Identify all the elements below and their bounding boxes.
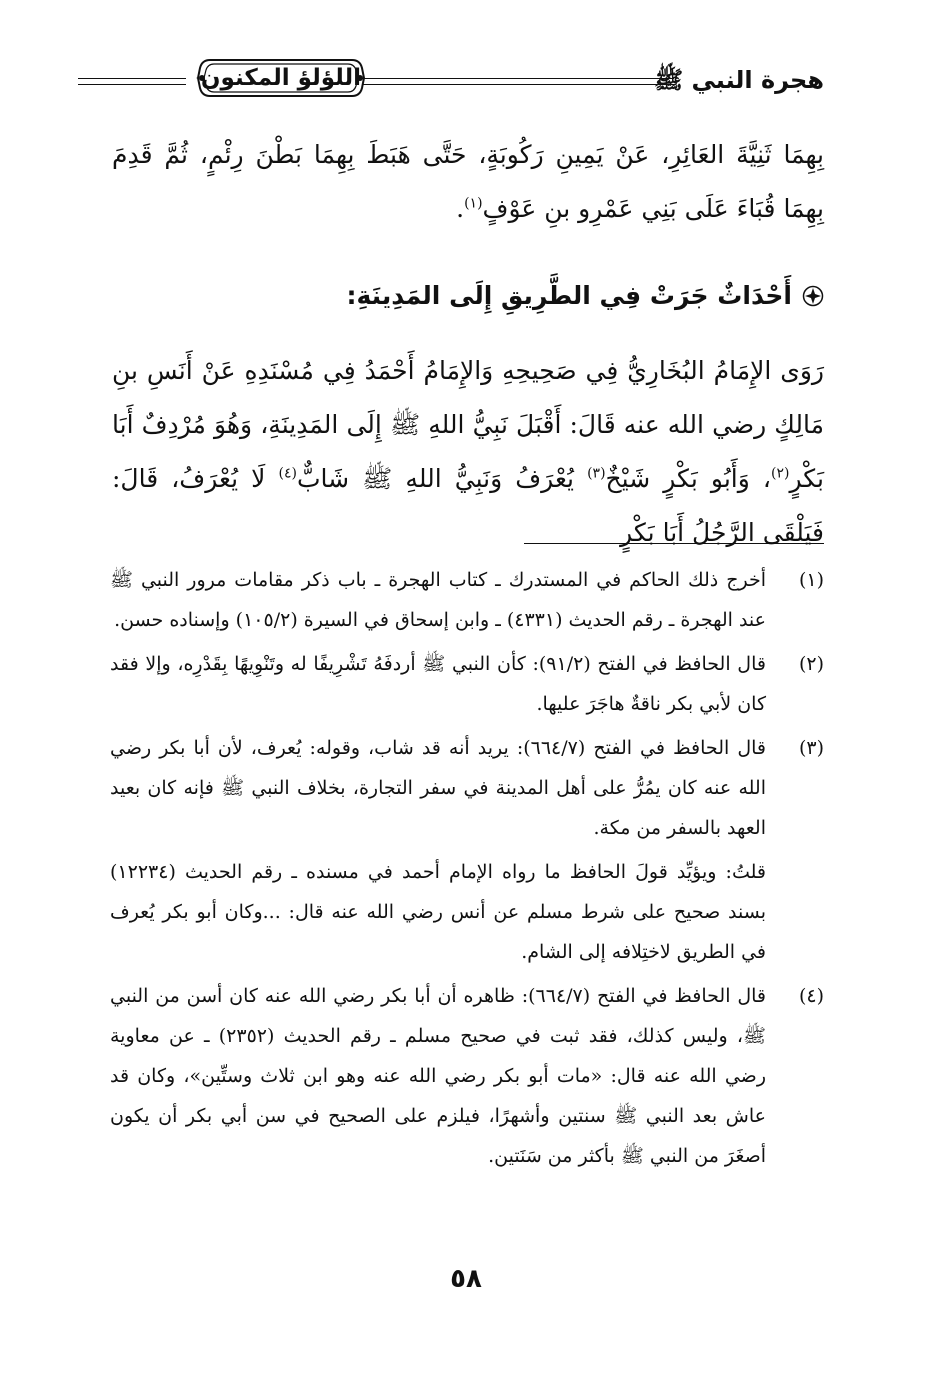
footnote-separator [524,543,824,544]
section-heading [112,276,824,316]
page-number: ٥٨ [450,1264,482,1294]
paragraph-text: ، وَأَبُو بَكْرٍ شَيْخٌ [605,464,771,493]
chapter-title: هجرة النبي ﷺ [654,66,824,94]
footnote-text: أخرج ذلك الحاكم في المستدرك ـ كتاب الهجرة ـ باب ذكر مقامات مرور النبي ﷺ عند الهجرة ـ رقم الحديث (٤٣٣١) ـ وابن إسحاق في السيرة (١٠٥/٢) وإسناده حسن. [110,569,766,631]
footnote-marker[interactable]: (٢) [770,465,790,482]
footnote-number: (٢) [798,653,824,675]
footnotes-section [110,560,824,1180]
footnote-text: قال الحافظ في الفتح (٩١/٢): كأن النبي ﷺ أردفَهُ تَشْرِيفًا له وتَنْوِيهًا بِقَدْرِه، وإلا فقد كان لأبي بكر ناقةٌ هاجَرَ عليها. [110,653,766,715]
paragraph-end: . [456,194,465,223]
section-heading-text: أَحْدَاثٌ جَرَتْ فِي الطَّرِيقِ إِلَى المَدِينَةِ: [346,281,792,310]
footnote-number: (٤) [798,985,824,1007]
footnote-number: (٣) [798,737,824,759]
footnote-item [110,644,824,724]
footnote-number: (١) [798,569,824,591]
paragraph-text: بِهِمَا ثَنِيَّةَ العَائِرِ، عَنْ يَمِينِ رَكُوبَةٍ، حَتَّى هَبَطَ بِهِمَا بَطْنَ رِئْمٍ، ثُمَّ قَدِمَ بِهِمَا قُبَاءَ عَلَى بَنِي عَمْرِو بنِ عَوْفٍ [112,140,824,223]
book-title: اللؤلؤ المكنون [200,65,362,91]
body-paragraph-2 [112,344,824,560]
footnote-item [110,728,824,848]
footnote-text: قلتُ: ويؤيِّد قولَ الحافظ ما رواه الإمام أحمد في مسنده ـ رقم الحديث (١٢٢٣٤) بسند صحيح على شرط مسلم عن أنس رضي الله عنه قال: ...وكان أبو بكر يُعرف في الطريق لاختِلافه إلى الشام. [110,861,766,963]
footnote-continuation [110,852,824,972]
flower-bullet-icon [802,285,824,307]
footnote-text: قال الحافظ في الفتح (٦٦٤/٧): ظاهره أن أبا بكر رضي الله عنه كان أسن من النبي ﷺ، وليس كذلك، فقد ثبت في صحيح مسلم ـ رقم الحديث (٢٣٥٢) ـ عن معاوية رضي الله عنه قال: «مات أبو بكر رضي الله عنه وهو ابن ثلاث وستِّين»، وكان قد عاش بعد النبي ﷺ سنتين وأشهرًا، فيلزم على الصحيح في سن أبي بكر أن يكون أصغَرَ من النبي ﷺ بأكثر من سَنَتين. [110,985,767,1167]
paragraph-text: رَوَى الإِمَامُ البُخَارِيُّ فِي صَحِيحِهِ وَالإِمَامُ أَحْمَدُ فِي مُسْنَدِهِ عَنْ أَنَسِ بنِ مَالِكٍ رضي الله عنه قَالَ: أَقْبَلَ نَبِيُّ اللهِ ﷺ إِلَى المَدِينَةِ، وَهُوَ مُرْدِفٌ أَبَا بَكْرٍ [112,356,824,493]
footnote-item [110,560,824,640]
body-paragraph-1 [112,128,824,236]
footnote-item [110,976,824,1176]
footnote-text: قال الحافظ في الفتح (٦٦٤/٧): يريد أنه قد شاب، وقوله: يُعرف، لأن أبا بكر رضي الله عنه كان يمُرُّ على أهل المدينة في سفر التجارة، بخلاف النبي ﷺ فإنه كان بعيد العهد بالسفر من مكة. [110,737,766,839]
footnote-marker[interactable]: (٤) [278,465,297,482]
footnote-marker[interactable]: (٣) [587,465,606,482]
paragraph-text: يُعْرَفُ وَنَبِيُّ اللهِ ﷺ شَابٌّ [296,464,588,493]
book-title-ornament [196,56,366,100]
footnote-marker[interactable]: (١) [464,195,483,212]
header-double-rule-left [78,78,186,85]
header-double-rule [362,78,674,85]
paragraph-text: لَا يُعْرَفُ، قَالَ: فَيَلْقَى الرَّجُلُ أَبَا بَكْرٍ [112,464,824,547]
running-header [78,56,824,106]
